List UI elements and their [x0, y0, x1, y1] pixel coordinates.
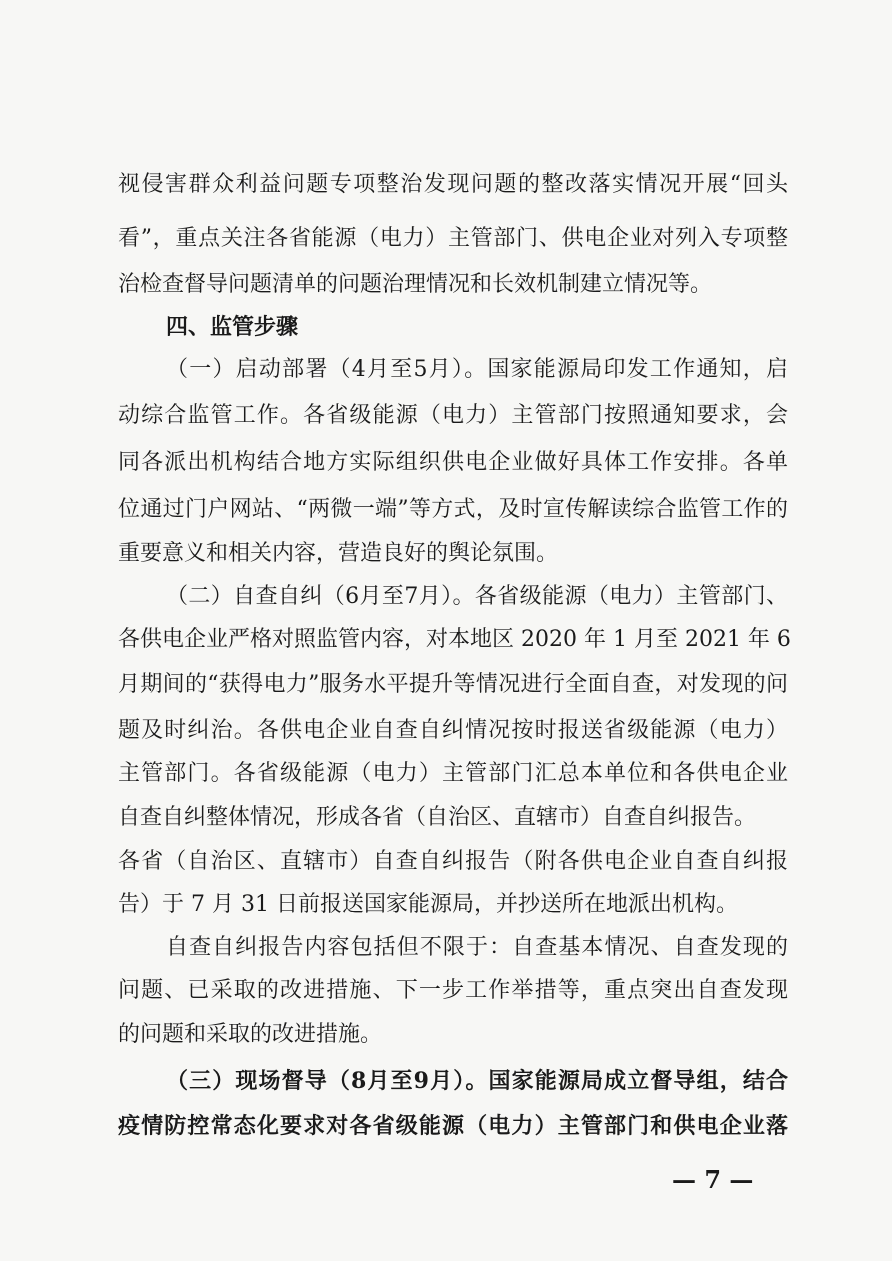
paragraph-line: 题及时纠治。各供电企业自查自纠情况按时报送省级能源（电力） [118, 718, 788, 743]
paragraph-line: 主管部门。各省级能源（电力）主管部门汇总本单位和各供电企业 [118, 761, 788, 786]
paragraph-line: 月期间的“获得电力”服务水平提升等情况进行全面自查，对发现的问 [118, 672, 788, 697]
paragraph-line: 视侵害群众利益问题专项整治发现问题的整改落实情况开展“回头 [118, 172, 788, 197]
paragraph-line: 看”，重点关注各省能源（电力）主管部门、供电企业对列入专项整 [118, 226, 788, 251]
paragraph-line: 问题、已采取的改进措施、下一步工作举措等，重点突出自查发现 [118, 978, 788, 1003]
paragraph-line: 各省（自治区、直辖市）自查自纠报告（附各供电企业自查自纠报 [118, 849, 788, 874]
paragraph-line: （二）自查自纠（6月至7月）。各省级能源（电力）主管部门、 [166, 584, 788, 609]
paragraph-line: 的问题和采取的改进措施。 [118, 1022, 383, 1047]
paragraph-line: （一）启动部署（4月至5月）。国家能源局印发工作通知，启 [166, 357, 788, 382]
paragraph-line: 动综合监管工作。各省级能源（电力）主管部门按照通知要求，会 [118, 403, 788, 428]
paragraph-line: 自查自纠报告内容包括但不限于：自查基本情况、自查发现的 [166, 935, 788, 960]
paragraph-line: 告）于 7 月 31 日前报送国家能源局，并抄送所在地派出机构。 [118, 892, 738, 917]
paragraph-line: 治检查督导问题清单的问题治理情况和长效机制建立情况等。 [118, 272, 713, 297]
page-number: — 7 — [672, 1165, 754, 1194]
paragraph-line: （三）现场督导（8月至9月）。国家能源局成立督导组，结合 [166, 1068, 788, 1094]
paragraph-line: 各供电企业严格对照监管内容，对本地区 2020 年 1 月至 2021 年 6 [118, 627, 791, 652]
paragraph-line: 疫情防控常态化要求对各省级能源（电力）主管部门和供电企业落 [118, 1113, 788, 1139]
paragraph-line: 位通过门户网站、“两微一端”等方式，及时宣传解读综合监管工作的 [118, 497, 788, 522]
paragraph-line: 自查自纠整体情况，形成各省（自治区、直辖市）自查自纠报告。 [118, 805, 757, 830]
section-heading: 四、监管步骤 [166, 314, 299, 340]
paragraph-line: 同各派出机构结合地方实际组织供电企业做好具体工作安排。各单 [118, 450, 788, 475]
paragraph-line: 重要意义和相关内容，营造良好的舆论氛围。 [118, 541, 559, 566]
